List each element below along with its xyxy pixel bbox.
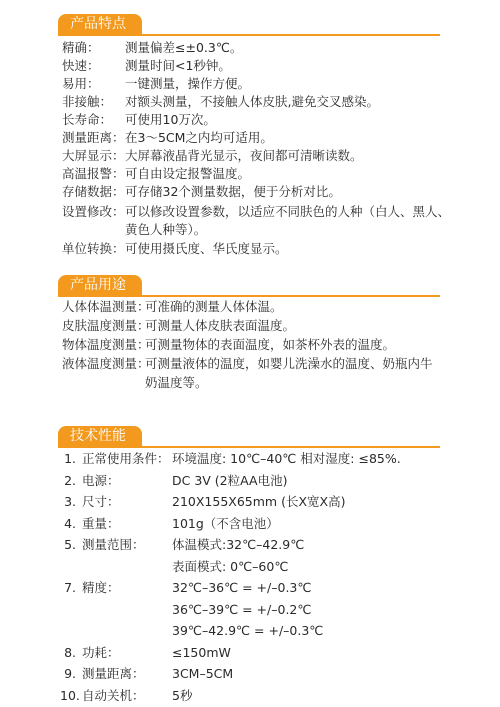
spec-label: 自动关机： — [82, 688, 145, 703]
feature-label: 单位转换： — [62, 241, 125, 256]
feature-row — [62, 58, 231, 74]
spec-value: 5秒 — [172, 688, 193, 703]
feature-value: 大屏幕液晶背光显示，夜间都可清晰读数。 — [125, 148, 363, 163]
spec-label: 功耗： — [82, 645, 120, 660]
use-value-continued: 奶温度等。 — [145, 375, 208, 390]
spec-number: 1. — [64, 451, 76, 466]
feature-value: 测量偏差≤±0.3℃。 — [125, 40, 243, 55]
spec-value-continued: 39℃–42.9℃ = +/–0.3℃ — [172, 623, 324, 638]
spec-value: 210X155X65mm (长X宽X高) — [172, 494, 346, 509]
spec-row — [60, 580, 312, 596]
feature-value: 对额头测量，不接触人体皮肤,避免交叉感染。 — [125, 94, 379, 109]
spec-row — [60, 473, 288, 489]
feature-row — [62, 130, 273, 146]
spec-number: 4. — [64, 516, 76, 531]
uses-title: 产品用途 — [58, 275, 142, 295]
feature-value: 一键测量，操作方便。 — [125, 76, 251, 91]
spec-row — [60, 537, 305, 553]
spec-number: 8. — [64, 645, 76, 660]
spec-label: 测量范围： — [82, 537, 145, 552]
spec-value-continued: 36℃–39℃ = +/–0.2℃ — [172, 602, 312, 617]
spec-number: 10. — [60, 688, 80, 703]
use-value: 可准确的测量人体体温。 — [145, 299, 283, 314]
spec-value: ≤150mW — [172, 645, 231, 660]
feature-row — [62, 40, 243, 56]
feature-value: 可存储32个测量数据，便于分析对比。 — [125, 184, 341, 199]
feature-label: 大屏显示： — [62, 148, 125, 163]
specs-rule — [58, 446, 440, 448]
use-label: 皮肤温度测量： — [62, 318, 150, 333]
feature-label: 精确： — [62, 40, 100, 55]
use-value: 可测量人体皮肤表面温度。 — [145, 318, 296, 333]
spec-number: 7. — [64, 580, 76, 595]
features-header — [0, 14, 500, 36]
feature-row — [62, 76, 251, 92]
spec-row — [60, 451, 401, 467]
feature-row — [62, 241, 288, 257]
spec-value: 体温模式:32℃–42.9℃ — [172, 537, 305, 552]
spec-row — [60, 645, 231, 661]
feature-label: 非接触： — [62, 94, 113, 109]
use-row — [62, 337, 396, 353]
spec-number: 3. — [64, 494, 76, 509]
feature-label: 存储数据： — [62, 184, 125, 199]
feature-row — [62, 94, 379, 110]
spec-value: 101g（不含电池） — [172, 516, 279, 531]
spec-row — [60, 494, 346, 510]
spec-number: 2. — [64, 473, 76, 488]
spec-label: 尺寸： — [82, 494, 120, 509]
feature-row — [62, 148, 363, 164]
use-row — [62, 356, 433, 372]
feature-value: 可使用10万次。 — [125, 112, 216, 127]
spec-label: 精度： — [82, 580, 120, 595]
feature-value: 在3～5CM之内均可适用。 — [125, 130, 273, 145]
feature-value: 可以修改设置参数，以适应不同肤色的人种（白人、黑人、 — [125, 204, 451, 219]
use-row — [62, 299, 283, 315]
spec-value: 3CM–5CM — [172, 666, 234, 681]
feature-row — [62, 184, 341, 200]
spec-number: 5. — [64, 537, 76, 552]
use-value: 可测量物体的表面温度，如茶杯外表的温度。 — [145, 337, 396, 352]
feature-label: 高温报警： — [62, 166, 125, 181]
use-row — [62, 318, 296, 334]
use-value: 可测量液体的温度，如婴儿洗澡水的温度、奶瓶内牛 — [145, 356, 433, 371]
specs-header — [0, 426, 500, 448]
spec-row — [60, 516, 279, 532]
feature-label: 易用： — [62, 76, 100, 91]
use-label: 物体温度测量： — [62, 337, 150, 352]
feature-row — [62, 112, 216, 128]
spec-value-continued: 表面模式: 0℃–60℃ — [172, 559, 289, 574]
feature-label: 快速： — [62, 58, 100, 73]
spec-row — [60, 666, 234, 682]
spec-label: 电源： — [82, 473, 120, 488]
spec-value: 环境温度: 10℃–40℃ 相对湿度: ≤85%. — [172, 451, 401, 466]
spec-label: 测量距离： — [82, 666, 145, 681]
uses-rule — [58, 295, 440, 297]
feature-value-continued: 黄色人种等）。 — [125, 222, 207, 237]
specs-title: 技术性能 — [58, 426, 142, 446]
use-label: 液体温度测量： — [62, 356, 150, 371]
features-title: 产品特点 — [58, 14, 142, 34]
feature-label: 长寿命： — [62, 112, 113, 127]
feature-value: 可自由设定报警温度。 — [125, 166, 251, 181]
feature-row — [62, 204, 451, 220]
spec-label: 正常使用条件： — [82, 451, 170, 466]
spec-number: 9. — [64, 666, 76, 681]
spec-value: DC 3V (2粒AA电池) — [172, 473, 288, 488]
feature-row — [62, 166, 251, 182]
spec-label: 重量： — [82, 516, 120, 531]
feature-value: 测量时间<1秒钟。 — [125, 58, 231, 73]
uses-header — [0, 275, 500, 297]
use-label: 人体体温测量： — [62, 299, 150, 314]
feature-label: 设置修改： — [62, 204, 125, 219]
features-rule — [58, 34, 440, 36]
feature-label: 测量距离： — [62, 130, 125, 145]
feature-value: 可使用摄氏度、华氏度显示。 — [125, 241, 288, 256]
spec-row — [60, 688, 193, 704]
spec-value: 32℃–36℃ = +/–0.3℃ — [172, 580, 312, 595]
